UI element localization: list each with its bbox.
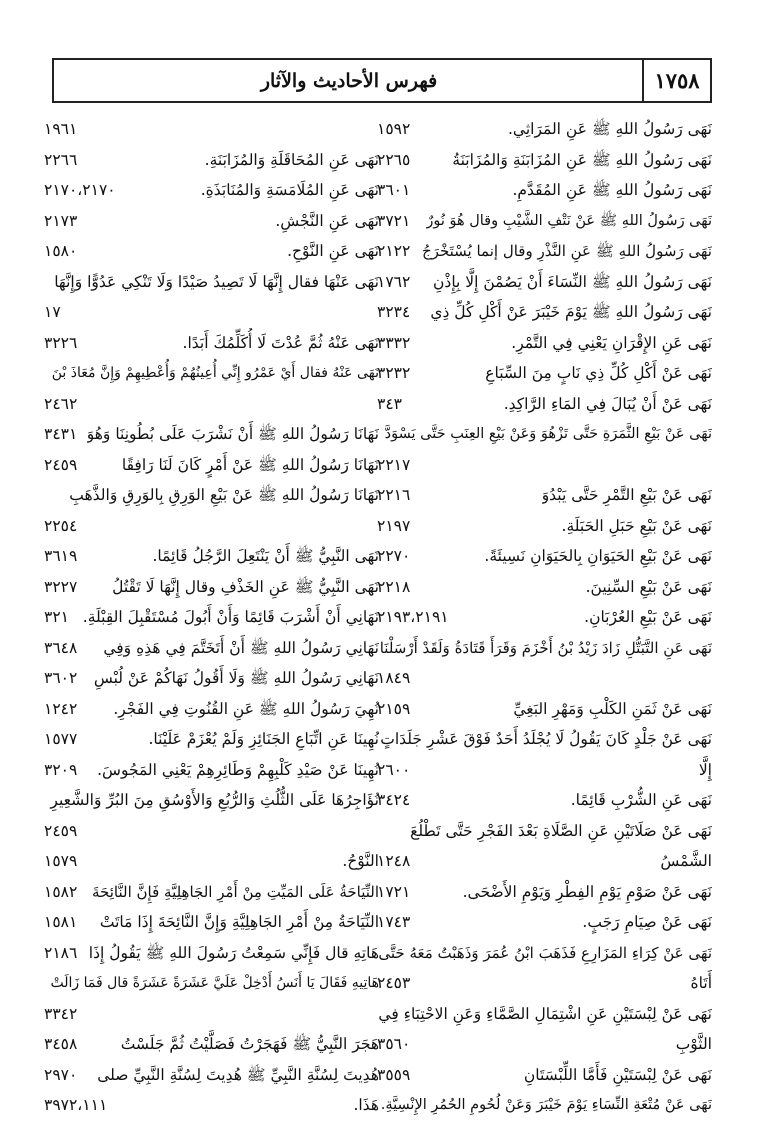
entry-text: نَهَى عَنْ بَيْعِ العُرْبَانِ. (584, 608, 712, 626)
index-entry (44, 663, 379, 694)
entry-text: نَهَى عَنِ المُحَاقَلَةِ وَالمُزَابَنَةِ. (204, 150, 379, 169)
entry-reference-number: ٢٤٦٢ (44, 394, 78, 413)
index-entry (377, 541, 712, 572)
entry-reference-number: ٣٩٧٢،١١١ (44, 1096, 108, 1114)
index-entry (377, 389, 712, 420)
entry-text: النِّيَاحَةُ مِنْ أَمْرِ الجَاهِلِيَّةِ وَإِنَّ النَّائِحَةَ إِذَا مَاتَتْ (99, 913, 379, 931)
entry-reference-number: ٢٦٠٠ (377, 760, 411, 779)
entry-text: نَهَى عَنْ بَيْعِ التَّمْرِ حَتَّى يَبْدُوَ (541, 486, 712, 504)
entry-text: نَهَانِي رَسُولُ اللهِ ﷺ وَلَا أَقُولُ نَهَاكُمْ عَنْ لُبْسِ (93, 669, 379, 687)
entry-reference-number: ٢١٩٣،٢١٩١ (377, 608, 449, 626)
entry-text: نَهَى رَسُولُ اللهِ ﷺ عَنِ المُقَدَّمِ. (512, 181, 712, 199)
entry-reference-number: ٣٤٥٨ (44, 1035, 78, 1053)
index-entry (377, 328, 712, 359)
entry-reference-number: ٢١٨٦ (44, 943, 78, 962)
index-entry (44, 724, 379, 755)
index-entry (377, 1029, 712, 1060)
index-entry (377, 358, 712, 389)
entry-text: نَهَى رَسُولُ اللهِ ﷺ عَنِ النَّذْرِ وقال إنما يُسْتَخْرَجُ (421, 242, 712, 260)
index-entry (44, 846, 379, 877)
entry-reference-number: ٢٩٧٠ (44, 1065, 78, 1084)
entry-text: نَهَى عَنِ الشُّرْبِ قَائِمًا. (570, 791, 712, 809)
index-entry (377, 999, 712, 1030)
index-entry (377, 968, 712, 999)
index-entry (377, 1060, 712, 1091)
entry-reference-number: ١٥٧٧ (44, 730, 78, 748)
entry-reference-number: ١٨٤٩ (377, 669, 411, 687)
entry-reference-number: ١٧٢١ (377, 882, 411, 901)
entry-text: نَهَى النَّبِيُّ ﷺ أَنْ يَنْتَعِلَ الرَّجُلُ قَائِمًا. (152, 547, 379, 565)
index-entry (377, 511, 712, 542)
entry-text: نَهَانَا رَسُولُ اللهِ ﷺ أَنْ نَشْرَبَ عَلَى بُطُونِنَا وَهُوَ (86, 425, 379, 443)
index-entry (44, 541, 379, 572)
page-number: ١٧٥٨ (642, 60, 710, 101)
entry-reference-number: ١٥٨١ (44, 913, 78, 931)
index-entry (377, 206, 712, 237)
entry-text: النِّيَاحَةُ عَلَى المَيِّتِ مِنْ أَمْرِ الجَاهِلِيَّةِ فَإِنَّ النَّائِحَةَ (92, 882, 379, 901)
entry-text: نَهَى عَنِ التَّبَتُّلِ زَادَ زَيْدُ بْنُ أَخْزَمَ وَقَرَأَ قَتَادَةُ وَلَقَدْ أَرْسَلْنَا (379, 638, 712, 657)
entry-reference-number: ٣٤٢٤ (377, 791, 411, 809)
index-entry (44, 145, 379, 176)
entry-reference-number: ١٧٦٢ (377, 272, 411, 291)
index-entry (377, 297, 712, 328)
entry-reference-number: ١٥٨٢ (44, 882, 78, 901)
index-entry (377, 267, 712, 298)
entry-text: الشَّمْسُ (660, 852, 712, 870)
entry-reference-number: ٣٢٢٦ (44, 333, 78, 352)
entry-reference-number: ٢١٧٣ (44, 211, 78, 230)
index-entry (377, 663, 712, 694)
entry-reference-number: ٣٤٣١ (44, 425, 78, 443)
index-entry (44, 175, 379, 206)
entry-text: نَهَى عَنْ ثَمَنِ الكَلْبِ وَمَهْرِ البَغِيِّ (513, 699, 712, 718)
index-entry (44, 694, 379, 725)
entry-reference-number: ٢٢٧٠ (377, 547, 411, 565)
entry-text: نَهَى عَنِ النَّوْحِ. (287, 242, 379, 260)
entry-text: هُدِيتَ لِسُنَّةِ النَّبِيِّ ﷺ هُدِيتَ لِسُنَّةِ النَّبِيِّ صلى (97, 1065, 379, 1084)
entry-text: النَّوْحُ. (342, 852, 379, 870)
index-entry (44, 114, 379, 145)
entry-reference-number: ٢١٥٩ (377, 699, 411, 718)
entry-reference-number: ٢٤٥٩ (44, 821, 78, 840)
index-entry (377, 724, 712, 755)
entry-text: نَهَى رَسُولُ اللهِ ﷺ يَوْمَ خَيْبَرَ عَنْ أَكْلِ كُلِّ ذِي (430, 303, 712, 321)
entry-reference-number: ٢٤٥٣ (377, 974, 411, 992)
index-entry (377, 114, 712, 145)
entry-text: نَهَى عَنْ أَكْلِ كُلِّ ذِي نَابٍ مِنَ السِّبَاعِ (485, 364, 712, 382)
entry-text: نَهَى عَنْ لِبْسَتَيْنِ فَأَمَّا اللِّبْسَتَانِ (523, 1065, 712, 1084)
entry-reference-number: ٢٢٥٤ (44, 516, 78, 535)
entry-reference-number: ٢١٩٧ (377, 516, 411, 535)
entry-text: نُهِينَا عَنْ صَيْدِ كَلْبِهِمْ وَطَائِرِهِمْ يَعْنِي المَجُوسَ. (97, 760, 379, 779)
entry-text: نَهَانِي أَنْ أَشْرَبَ قَائِمًا وَأَنْ أَبُولَ مُسْتَقْبِلَ القِبْلَةِ. (82, 608, 379, 626)
entry-text: نَهَى رَسُولُ اللهِ ﷺ عَنْ نَتْفِ الشَّيْبِ وقال هُوَ نُورٌ (426, 212, 712, 229)
entry-text: أَتَاهُ (690, 974, 712, 992)
entry-text: نَهَانِي رَسُولُ اللهِ ﷺ أَنْ أَتَخَتَّمَ فِي هَذِهِ وَفِي (103, 638, 379, 657)
left-column (44, 114, 379, 1114)
entry-text: نَهَى عَنْ بَيْعِ الحَيَوَانِ بِالحَيَوَانِ نَسِيئَةً. (484, 547, 712, 565)
index-entry (44, 1090, 379, 1121)
index-entry (44, 785, 379, 816)
entry-reference-number: ٣٢١ (44, 608, 69, 626)
entry-reference-number: ٣٦٠١ (377, 181, 411, 199)
entry-reference-number: ٢٤٥٩ (44, 455, 78, 474)
index-entry (44, 511, 379, 542)
index-entry (44, 419, 379, 450)
entry-reference-number: ٣٤٣ (377, 394, 402, 413)
index-entry (44, 999, 379, 1030)
index-entry (44, 1029, 379, 1060)
index-entry (44, 297, 379, 328)
right-column (377, 114, 712, 1113)
entry-reference-number: ٢٢٦٦ (44, 150, 78, 169)
entry-text: نَهَى عَنْهَا فقال إِنَّهَا لَا تَصِيدُ صَيْدًا وَلَا تَنْكِي عَدُوًّا وَإِنَّهَا (54, 272, 379, 291)
index-entry (377, 1090, 712, 1121)
entry-text: نَهَى عَنْ صِيَامِ رَجَبٍ. (582, 913, 712, 931)
index-entry (377, 694, 712, 725)
entry-text: نَهَى عَنِ المُلَامَسَةِ وَالمُنَابَذَةِ. (200, 181, 379, 199)
entry-reference-number: ١٥٩٢ (377, 120, 411, 138)
entry-text: هَاتِهِ قال فَإِنِّي سَمِعْتُ رَسُولَ اللهِ ﷺ يَقُولُ إِذَا (88, 943, 379, 962)
entry-reference-number: ٢٢٦٥ (377, 150, 411, 169)
index-entry (44, 938, 379, 969)
entry-text: نَهَى عَنْ صَلَاتَيْنِ عَنِ الصَّلَاةِ بَعْدَ الفَجْرِ حَتَّى تَطْلُعَ (410, 821, 712, 840)
entry-reference-number: ٢٢١٧ (377, 455, 411, 474)
entry-text: نَهَى عَنْ بَيْعِ السِّنِينَ. (585, 577, 712, 596)
entry-reference-number: ١٥٨٠ (44, 242, 78, 260)
entry-text: نَهَى النَّبِيُّ ﷺ عَنِ الخَذْفِ وقال إِنَّهَا لَا تَقْتُلُ (112, 577, 379, 596)
entry-reference-number: ٣٦٤٨ (44, 638, 78, 657)
index-entry (44, 389, 379, 420)
entry-text: نَهَى رَسُولُ اللهِ ﷺ عَنِ المُزَابَنَةِ وَالمُزَابَنَةُ (452, 150, 712, 169)
entry-text: هَذَا. (353, 1096, 379, 1114)
entry-text: نَهَانَا رَسُولُ اللهِ ﷺ عَنْ بَيْعِ الوَرِقِ بِالوَرِقِ وَالذَّهَبِ (69, 486, 379, 504)
index-entry (44, 236, 379, 267)
entry-reference-number: ٣٦٠٢ (44, 669, 78, 687)
entry-text: نَهَى عَنْ صَوْمِ يَوْمِ الفِطْرِ وَيَوْمِ الأَضْحَى. (462, 882, 712, 901)
index-entry (44, 968, 379, 999)
page-title: فهرس الأحاديث والآثار (260, 69, 438, 92)
entry-reference-number: ٣٢٣٤ (377, 303, 411, 321)
index-entry (44, 480, 379, 511)
entry-reference-number: ٢٢١٦ (377, 486, 411, 504)
entry-text: نَهَى عَنْ جَلْدٍ كَانَ يَقُولُ لَا يُجْلَدُ أَحَدٌ فَوْقَ عَشْرِ جَلَدَاتٍ (380, 730, 712, 748)
entry-reference-number: ٣٥٦٠ (377, 1035, 411, 1053)
page-header (52, 58, 712, 103)
entry-text: هَجَرَ النَّبِيُّ ﷺ فَهَجَرْتُ فَصَلَّيْتُ ثُمَّ جَلَسْتُ (120, 1035, 379, 1053)
entry-text: نَهَانَا رَسُولُ اللهِ ﷺ عَنْ أَمْرٍ كَانَ لَنَا رَافِقًا (121, 455, 379, 474)
index-entry (377, 480, 712, 511)
index-entry (377, 846, 712, 877)
entry-text: نَهَى عَنْ بَيْعِ حَبَلِ الحَبَلَةِ. (561, 516, 712, 535)
index-entry (377, 633, 712, 664)
entry-reference-number: ٣٢٠٩ (44, 760, 78, 779)
entry-text: نَهَى عَنْ كِرَاءِ المَزَارِعِ فَذَهَبَ ابْنُ عُمَرَ وَذَهَبْتُ مَعَهُ حَتَّى (378, 943, 712, 962)
index-entry (377, 755, 712, 786)
entry-reference-number: ١٥٧٩ (44, 852, 78, 870)
index-entry (44, 572, 379, 603)
entry-text: نُهِيَ رَسُولُ اللهِ ﷺ عَنِ القُنُوتِ فِي الفَجْرِ. (113, 699, 379, 718)
index-entry (44, 358, 379, 389)
entry-text: نُؤَاجِرُهَا عَلَى الثُّلُثِ وَالرُّبُعِ وَالأَوْسُقِ مِنَ البُرِّ وَالشَّعِيرِ (50, 791, 379, 809)
index-entry (44, 633, 379, 664)
index-entry (377, 419, 712, 450)
entry-reference-number: ٢٢١٨ (377, 577, 411, 596)
entry-reference-number: ٣٥٥٩ (377, 1065, 411, 1084)
entry-text: نَهَى عَنْهُ ثُمَّ عُدْتَ لَا أُكَلِّمُكَ أَبَدًا. (182, 333, 379, 352)
entry-reference-number: ١٢٤٨ (377, 852, 411, 870)
entry-reference-number: ٣٧٢١ (377, 211, 411, 230)
index-entry (377, 785, 712, 816)
entry-reference-number: ٢١٧٠،٢١٧٠ (44, 181, 116, 199)
index-entry (44, 877, 379, 908)
entry-reference-number: ٢١٢٢ (377, 242, 411, 260)
entry-text: نَهَى عَنْ مُتْعَةِ النِّسَاءِ يَوْمَ خَيْبَرَ وَعَنْ لُحُومِ الحُمُرِ الإِنْسِيَّةِ. (380, 1097, 712, 1113)
index-entry (44, 328, 379, 359)
entry-text: نَهَى عَنْ لِبْسَتَيْنِ عَنِ اشْتِمَالِ الصَّمَّاءِ وَعَنِ الاحْتِبَاءِ فِي (378, 1004, 712, 1023)
entry-reference-number: ٣٣٤٢ (44, 1004, 78, 1023)
entry-reference-number: ١٩٦١ (44, 120, 78, 138)
index-entry (377, 175, 712, 206)
index-entry (44, 267, 379, 298)
entry-reference-number: ٣٢٢٧ (44, 577, 78, 596)
entry-text: إِلَّا (698, 760, 712, 779)
index-entry (44, 1060, 379, 1091)
index-entry (377, 816, 712, 847)
index-entry (377, 450, 712, 481)
index-entry (44, 907, 379, 938)
index-entry (377, 938, 712, 969)
entry-reference-number: ٣٢٣٢ (377, 364, 411, 382)
entry-text: نَهَى رَسُولُ اللهِ ﷺ النِّسَاءَ أَنْ يَصُمْنَ إِلَّا بِإِذْنِ (433, 272, 712, 291)
index-entry (377, 236, 712, 267)
entry-text: نَهَى عَنِ النَّجْشِ. (275, 211, 379, 230)
entry-text: هَاتِيهِ فَقَالَ يَا أَنَسُ أَدْخِلْ عَلَيَّ عَشَرَةً عَشَرَةً قال فَمَا زَالَتْ (50, 975, 379, 991)
index-entry (377, 572, 712, 603)
entry-text: نَهَى عَنْ أَنْ يُبَالَ فِي المَاءِ الرَّاكِدِ. (503, 394, 712, 413)
index-entry (44, 602, 379, 633)
index-entry (377, 877, 712, 908)
index-entry (44, 450, 379, 481)
entry-reference-number: ١٧ (44, 303, 61, 321)
index-entry (377, 602, 712, 633)
index-entry (44, 206, 379, 237)
index-entry (44, 816, 379, 847)
entry-reference-number: ١٧٤٣ (377, 913, 411, 931)
index-entry (44, 755, 379, 786)
entry-text: الثَّوْبِ (675, 1035, 712, 1053)
entry-text: نَهَى عَنْهُ فقال أَيْ عَمْرُو إِنِّي أُعِينُهُمْ وَأُعْطِيهِمْ وَإِنَّ مُعَاذَ بْنَ (51, 365, 379, 381)
entry-text: نَهَى عَنْ بَيْعِ الثَّمَرَةِ حَتَّى تَزْهُوَ وَعَنْ بَيْعِ العِنَبِ حَتَّى يَسْوَدَّ (384, 426, 712, 442)
index-entry (377, 907, 712, 938)
entry-reference-number: ١٢٤٢ (44, 699, 78, 718)
entry-reference-number: ٣٦١٩ (44, 547, 78, 565)
entry-text: نَهَى عَنِ الإِقْرَانِ يَعْنِي فِي التَّمْرِ. (511, 333, 712, 352)
entry-text: نَهَى رَسُولُ اللهِ ﷺ عَنِ المَرَاثِي. (507, 120, 712, 138)
entry-text: نُهِينَا عَنِ اتِّبَاعِ الجَنَائِزِ وَلَمْ يُعْزَمْ عَلَيْنَا. (148, 730, 379, 748)
index-entry (377, 145, 712, 176)
entry-reference-number: ٣٣٣٢ (377, 333, 411, 352)
